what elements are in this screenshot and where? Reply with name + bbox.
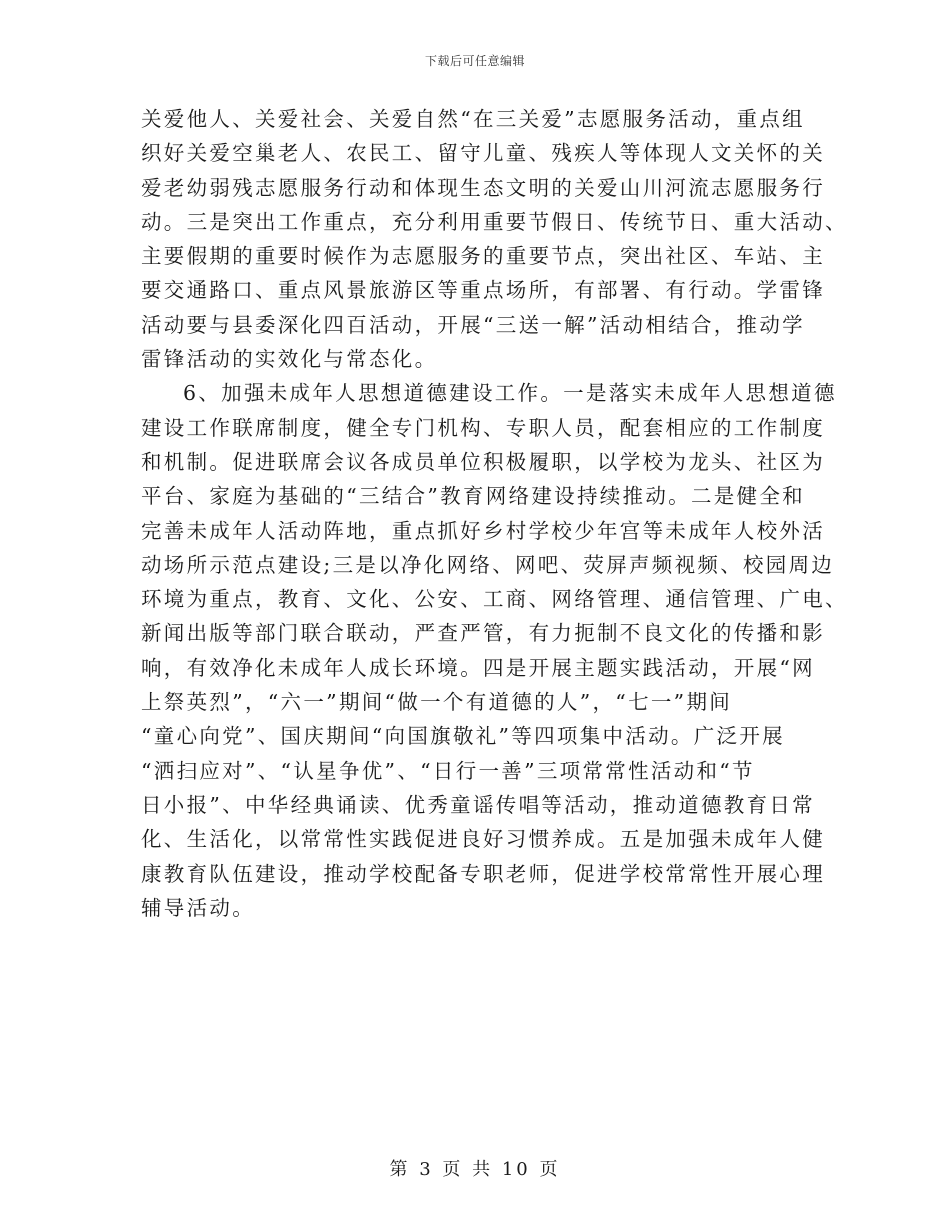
page-header: 下载后可任意编辑 xyxy=(424,54,525,68)
text-line: 环境为重点，教育、文化、公安、工商、网络管理、通信管理、广电、 xyxy=(141,587,848,612)
text-line: 活动要与县委深化四百活动，开展“三送一解”活动相结合，推动学 xyxy=(141,312,805,337)
text-line: 平台、家庭为基础的“三结合”教育网络建设持续推动。二是健全和 xyxy=(141,484,805,509)
text-line: 日小报”、中华经典诵读、优秀童谣传唱等活动，推动道德教育日常 xyxy=(141,792,815,817)
text-line: 建设工作联席制度，健全专门机构、专职人员，配套相应的工作制度 xyxy=(141,415,825,440)
text-line: 要交通路口、重点风景旅游区等重点场所，有部署、有行动。学雷锋 xyxy=(141,278,825,303)
text-line: 动场所示范点建设;三是以净化网络、网吧、荧屏声频视频、校园周边 xyxy=(141,552,835,577)
text-line: 化、生活化，以常常性实践促进良好习惯养成。五是加强未成年人健 xyxy=(141,827,825,852)
text-line: 完善未成年人活动阵地，重点抓好乡村学校少年宫等未成年人校外活 xyxy=(141,518,825,543)
text-line: “洒扫应对”、“认星争优”、“日行一善”三项常常性活动和“节 xyxy=(141,758,755,783)
text-line: 爱老幼弱残志愿服务行动和体现生态文明的关爱山川河流志愿服务行 xyxy=(141,175,825,200)
text-line: 主要假期的重要时候作为志愿服务的重要节点，突出社区、车站、主 xyxy=(141,244,825,269)
text-line: “童心向党”、国庆期间“向国旗敬礼”等四项集中活动。广泛开展 xyxy=(141,724,785,749)
text-line: 新闻出版等部门联合联动，严查严管，有力扼制不良文化的传播和影 xyxy=(141,621,825,646)
text-line: 动。三是突出工作重点，充分利用重要节假日、传统节日、重大活动、 xyxy=(141,209,848,234)
text-line: 和机制。促进联席会议各成员单位积极履职，以学校为龙头、社区为 xyxy=(141,449,825,474)
text-line: 上祭英烈”，“六一”期间“做一个有道德的人”，“七一”期间 xyxy=(141,690,733,715)
text-line: 织好关爱空巢老人、农民工、留守儿童、残疾人等体现人文关怀的关 xyxy=(141,141,825,166)
text-line: 康教育队伍建设，推动学校配备专职老师，促进学校常常性开展心理 xyxy=(141,861,825,886)
document-body xyxy=(141,102,848,925)
page-number-footer: 第 3 页 共 10 页 xyxy=(389,1159,561,1180)
text-line: 响，有效净化未成年人成长环境。四是开展主题实践活动，开展“网 xyxy=(141,655,815,680)
text-line: 关爱他人、关爱社会、关爱自然“在三关爱”志愿服务活动，重点组 xyxy=(141,107,805,131)
paragraph-start-line: 6、加强未成年人思想道德建设工作。一是落实未成年人思想道德 xyxy=(183,381,837,406)
text-line: 辅导活动。 xyxy=(141,895,255,920)
text-line: 雷锋活动的实效化与常态化。 xyxy=(141,347,438,372)
